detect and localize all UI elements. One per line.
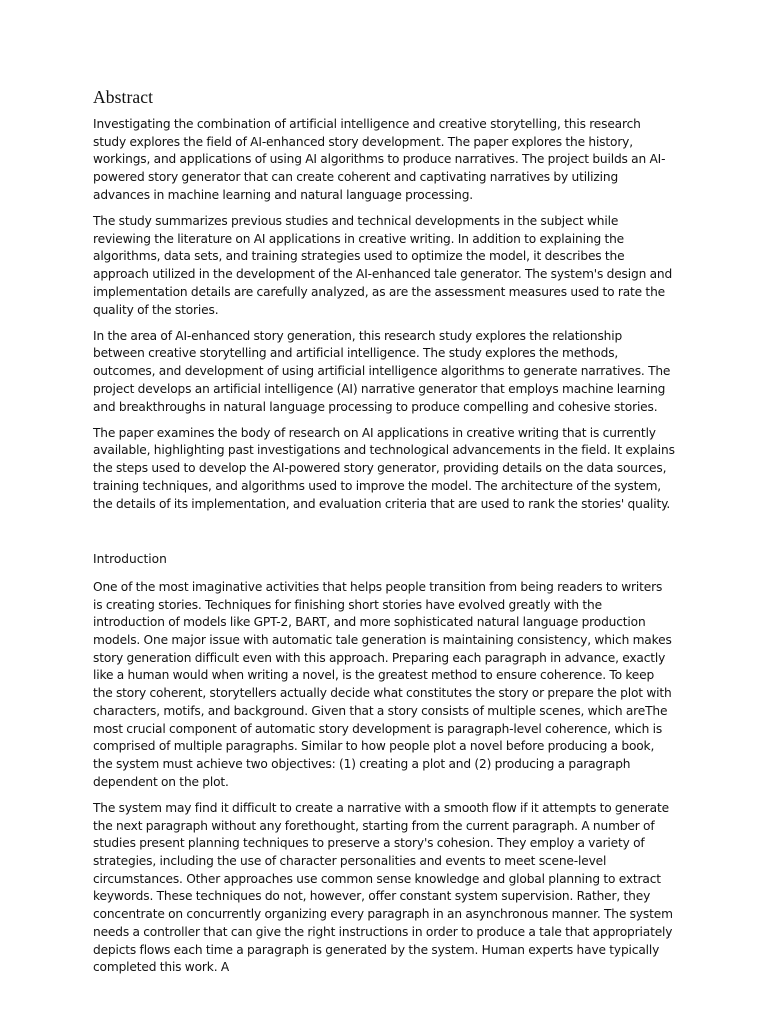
abstract-paragraph-1: Investigating the combination of artificial intelligence and creative storytelling, this research study explores the field of AI-enhanced story development. The paper explores the history, workings, and applications of using AI algorithms to produce narratives. The project builds an AI-powered story generator that can create coherent and captivating narratives by utilizing advances in machine learning and natural language processing. (93, 117, 666, 202)
abstract-paragraph-4: The paper examines the body of research on AI applications in creative writing that is currently available, highlighting past investigations and technological advancements in the field. It explains the steps used to develop the AI-powered story generator, providing details on the data sources, training techniques, and algorithms used to improve the model. The architecture of the system, the details of its implementation, and evaluation criteria that are used to rank the stories' quality. (93, 425, 675, 511)
introduction-paragraph-2: The system may find it difficult to create a narrative with a smooth flow if it attempts to generate the next paragraph without any forethought, starting from the current paragraph. A number of studies present planning techniques to preserve a story's cohesion. They employ a variety of strategies, including the use of character personalities and events to meet scene-level circumstances. Other approaches use common sense knowledge and global planning to extract keywords. These techniques do not, however, offer constant system supervision. Rather, they concentrate on concurrently organizing every paragraph in an asynchronous manner. The system needs a controller that can give the right instructions in order to produce a tale that appropriately depicts flows each time a paragraph is generated by the system. Human experts have typically completed this work. A (93, 800, 673, 975)
introduction-paragraph-1: One of the most imaginative activities that helps people transition from being readers to writers is creating stories. Techniques for finishing short stories have evolved greatly with the introduction of models like GPT-2, BART, and more sophisticated natural language production models. One major issue with automatic tale generation is maintaining consistency, which makes story generation difficult even with this approach. Preparing each paragraph in advance, exactly like a human would when writing a novel, is the greatest method to ensure coherence. To keep the story coherent, storytellers actually decide what constitutes the story or prepare the plot with characters, motifs, and background. Given that a story consists of multiple scenes, which areThe most crucial component of automatic story development is paragraph-level coherence, which is comprised of multiple paragraphs. Similar to how people plot a novel before producing a book, the system must achieve two objectives: (1) creating a plot and (2) producing a paragraph dependent on the plot. (93, 579, 672, 789)
introduction-heading: Introduction (93, 552, 167, 567)
document-page (93, 86, 675, 985)
abstract-paragraph-2: The study summarizes previous studies and technical developments in the subject while reviewing the literature on AI applications in creative writing. In addition to explaining the algorithms, data sets, and training strategies used to optimize the model, it describes the approach utilized in the development of the AI-enhanced tale generator. The system's design and implementation details are carefully analyzed, as are the assessment measures used to rate the quality of the stories. (93, 214, 673, 317)
abstract-heading: Abstract (93, 87, 154, 107)
abstract-paragraph-3: In the area of AI-enhanced story generation, this research study explores the relationship between creative storytelling and artificial intelligence. The study explores the methods, outcomes, and development of using artificial intelligence algorithms to generate narratives. The project develops an artificial intelligence (AI) narrative generator that employs machine learning and breakthroughs in natural language processing to produce compelling and cohesive stories. (93, 328, 671, 414)
